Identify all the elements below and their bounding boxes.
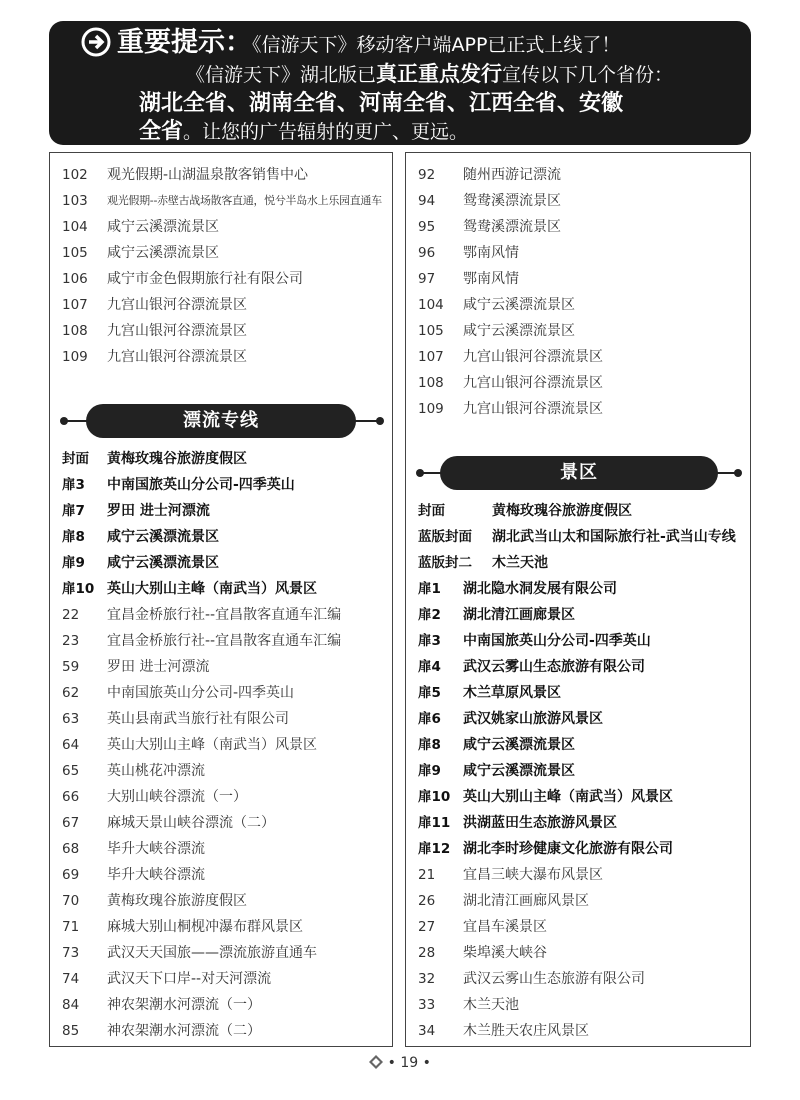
entry-name: 神农架潮水河漂流（二）: [107, 1023, 261, 1039]
entry-name: 咸宁市金色假期旅行社有限公司: [107, 271, 303, 287]
diamond-logo-icon: [369, 1055, 383, 1069]
entry-name: 宜昌金桥旅行社--宜昌散客直通车汇编: [107, 607, 342, 623]
list-item: [406, 550, 750, 576]
list-item: [50, 680, 392, 706]
page-ref: 22: [62, 607, 80, 623]
page-ref: 65: [62, 763, 80, 779]
page-footer: [0, 1055, 800, 1071]
page-ref: 扉12: [418, 841, 451, 857]
list-item: [406, 240, 750, 266]
page-ref: 94: [418, 193, 436, 209]
list-item: [406, 758, 750, 784]
page-ref: 扉1: [418, 581, 441, 597]
page-ref: 扉3: [418, 633, 441, 649]
list-item: [50, 1018, 392, 1044]
list-item: [50, 862, 392, 888]
list-item: [406, 370, 750, 396]
header-dot-right: [376, 417, 384, 425]
page-ref: 106: [62, 271, 88, 287]
page-ref: 扉4: [418, 659, 441, 675]
page-ref: 扉11: [418, 815, 451, 831]
entry-name: 观光假期--赤壁古战场散客直通，悦兮半岛水上乐园直通车: [107, 194, 382, 207]
page-ref: 105: [418, 323, 444, 339]
list-item: [50, 344, 392, 370]
entry-name: 宜昌车溪景区: [463, 919, 547, 935]
list-item: [50, 784, 392, 810]
entry-name: 咸宁云溪漂流景区: [463, 323, 575, 339]
list-item: [406, 940, 750, 966]
notice-banner: [49, 21, 751, 145]
page-ref: 扉9: [418, 763, 441, 779]
list-item: [406, 654, 750, 680]
list-item: [406, 810, 750, 836]
page-ref: 73: [62, 945, 80, 961]
list-item: [406, 784, 750, 810]
entry-name: 九宫山银河谷漂流景区: [463, 349, 603, 365]
list-item: [406, 602, 750, 628]
page-ref: 85: [62, 1023, 80, 1039]
entry-name: 鸳鸯溪漂流景区: [463, 193, 561, 209]
entry-name: 英山大别山主峰（南武当）风景区: [107, 737, 317, 753]
list-item: [50, 966, 392, 992]
entry-name: 湖北李时珍健康文化旅游有限公司: [463, 841, 673, 857]
entry-name: 九宫山银河谷漂流景区: [107, 349, 247, 365]
list-item: [50, 188, 392, 214]
list-item: [406, 524, 750, 550]
entry-name: 木兰草原风景区: [463, 685, 561, 701]
entry-name: 武汉天天国旅——漂流旅游直通车: [107, 945, 317, 961]
list-item: [406, 162, 750, 188]
entry-name: 黄梅玫瑰谷旅游度假区: [492, 503, 632, 519]
page-ref: 28: [418, 945, 436, 961]
page-ref: 27: [418, 919, 436, 935]
entry-name: 中南国旅英山分公司-四季英山: [107, 685, 295, 701]
list-item: [406, 862, 750, 888]
entry-name: 观光假期-山湖温泉散客销售中心: [107, 167, 309, 183]
page-ref: 63: [62, 711, 80, 727]
page-ref: 105: [62, 245, 88, 261]
entry-name: 木兰天池: [492, 555, 548, 571]
entry-name: 毕升大峡谷漂流: [107, 841, 205, 857]
notice-heading: 重要提示：: [117, 27, 252, 58]
entry-name: 鄂南风情: [463, 271, 519, 287]
notice-line1: 《信游天下》移动客户端APP已正式上线了！: [252, 34, 621, 56]
page-ref: 蓝版封面: [418, 529, 472, 545]
list-item: [406, 680, 750, 706]
list-item: [50, 810, 392, 836]
list-item: [50, 524, 392, 550]
page-ref: 34: [418, 1023, 436, 1039]
page-ref: 33: [418, 997, 436, 1013]
entry-name: 随州西游记漂流: [463, 167, 561, 183]
list-item: [406, 576, 750, 602]
list-item: [406, 292, 750, 318]
page-ref: 109: [418, 401, 444, 417]
list-item: [50, 836, 392, 862]
page-ref: 扉5: [418, 685, 441, 701]
entry-name: 武汉云雾山生态旅游有限公司: [463, 971, 645, 987]
entry-name: 毕升大峡谷漂流: [107, 867, 205, 883]
notice-line4-a: 全省: [139, 119, 184, 144]
list-item: [50, 446, 392, 472]
page-ref: 104: [418, 297, 444, 313]
page-ref: 64: [62, 737, 80, 753]
list-item: [50, 888, 392, 914]
entry-name: 英山大别山主峰（南武当）风景区: [107, 581, 317, 597]
header-dot-right: [734, 469, 742, 477]
page-ref: 68: [62, 841, 80, 857]
entry-name: 湖北清江画廊风景区: [463, 893, 589, 909]
list-item: [406, 888, 750, 914]
page-ref: 扉9: [62, 555, 85, 571]
page-ref: 23: [62, 633, 80, 649]
page-ref: 蓝版封二: [418, 555, 472, 571]
page-ref: 封面: [418, 503, 445, 519]
list-item: [50, 602, 392, 628]
list-item: [50, 240, 392, 266]
notice-line3: 湖北全省、湖南全省、河南全省、江西全省、安徽: [139, 91, 624, 116]
entry-name: 咸宁云溪漂流景区: [107, 219, 219, 235]
entry-name: 武汉姚家山旅游风景区: [463, 711, 603, 727]
entry-name: 柴埠溪大峡谷: [463, 945, 547, 961]
entry-name: 咸宁云溪漂流景区: [463, 763, 575, 779]
entry-name: 宜昌金桥旅行社--宜昌散客直通车汇编: [107, 633, 342, 649]
page-ref: 67: [62, 815, 80, 831]
list-item: [406, 344, 750, 370]
page-ref: 扉8: [62, 529, 85, 545]
list-item: [406, 914, 750, 940]
entry-name: 武汉云雾山生态旅游有限公司: [463, 659, 645, 675]
notice-line4-b: 。让您的广告辐射的更广、更远。: [183, 121, 469, 143]
list-item: [50, 732, 392, 758]
page-ref: 扉8: [418, 737, 441, 753]
entry-name: 罗田 进士河漂流: [107, 659, 210, 675]
entry-name: 咸宁云溪漂流景区: [107, 245, 219, 261]
entry-name: 咸宁云溪漂流景区: [463, 297, 575, 313]
list-item: [406, 836, 750, 862]
page-ref: 扉6: [418, 711, 441, 727]
list-item: [50, 628, 392, 654]
entry-name: 英山桃花冲漂流: [107, 763, 205, 779]
list-item: [50, 758, 392, 784]
entry-name: 麻城大别山桐枧冲瀑布群风景区: [107, 919, 303, 935]
entry-name: 咸宁云溪漂流景区: [463, 737, 575, 753]
list-item: [406, 214, 750, 240]
notice-line2-c: 宣传以下几个省份：: [502, 64, 674, 86]
page-ref: 扉10: [62, 581, 95, 597]
page-ref: 扉2: [418, 607, 441, 623]
list-item: [50, 214, 392, 240]
entry-name: 大别山峡谷漂流（一）: [107, 789, 247, 805]
list-item: [406, 498, 750, 524]
right-column: [405, 152, 751, 1047]
entry-name: 九宫山银河谷漂流景区: [107, 297, 247, 313]
list-item: [50, 318, 392, 344]
entry-name: 罗田 进士河漂流: [107, 503, 210, 519]
list-item: [406, 966, 750, 992]
page-ref: 32: [418, 971, 436, 987]
page-ref: 71: [62, 919, 80, 935]
entry-name: 宜昌三峡大瀑布风景区: [463, 867, 603, 883]
page-ref: 109: [62, 349, 88, 365]
entry-name: 咸宁云溪漂流景区: [107, 555, 219, 571]
page-ref: 103: [62, 193, 88, 209]
list-item: [50, 654, 392, 680]
entry-name: 鸳鸯溪漂流景区: [463, 219, 561, 235]
page-ref: 104: [62, 219, 88, 235]
list-item: [50, 706, 392, 732]
entry-name: 湖北清江画廊景区: [463, 607, 575, 623]
list-item: [50, 498, 392, 524]
entry-name: 洪湖蓝田生态旅游风景区: [463, 815, 617, 831]
entry-name: 神农架潮水河漂流（一）: [107, 997, 261, 1013]
entry-name: 武汉天下口岸--对天河漂流: [107, 971, 272, 987]
arrow-right-circle-icon: [81, 27, 111, 57]
entry-name: 木兰胜天农庄风景区: [463, 1023, 589, 1039]
page-ref: 92: [418, 167, 436, 183]
page-ref: 84: [62, 997, 80, 1013]
entry-name: 麻城天景山峡谷漂流（二）: [107, 815, 275, 831]
page-ref: 扉7: [62, 503, 85, 519]
page-ref: 108: [418, 375, 444, 391]
entry-name: 咸宁云溪漂流景区: [107, 529, 219, 545]
entry-name: 湖北武当山太和国际旅行社-武当山专线: [492, 529, 736, 545]
list-item: [406, 628, 750, 654]
page-ref: 97: [418, 271, 436, 287]
page-ref: 59: [62, 659, 80, 675]
entry-name: 黄梅玫瑰谷旅游度假区: [107, 451, 247, 467]
page-ref: 102: [62, 167, 88, 183]
page-ref: 66: [62, 789, 80, 805]
page-number: • 19 •: [387, 1055, 431, 1071]
entry-name: 英山县南武当旅行社有限公司: [107, 711, 289, 727]
entry-name: 九宫山银河谷漂流景区: [463, 375, 603, 391]
list-item: [406, 318, 750, 344]
page-ref: 107: [62, 297, 88, 313]
entry-name: 中南国旅英山分公司-四季英山: [107, 477, 295, 493]
page-ref: 95: [418, 219, 436, 235]
page-ref: 108: [62, 323, 88, 339]
list-item: [50, 266, 392, 292]
entry-name: 九宫山银河谷漂流景区: [107, 323, 247, 339]
page-ref: 74: [62, 971, 80, 987]
list-item: [50, 992, 392, 1018]
page-ref: 69: [62, 867, 80, 883]
list-item: [406, 266, 750, 292]
list-item: [406, 188, 750, 214]
entry-name: 英山大别山主峰（南武当）风景区: [463, 789, 673, 805]
list-item: [50, 576, 392, 602]
section-title: 景区: [440, 456, 718, 490]
notice-line2-b: 真正重点发行: [376, 62, 503, 86]
entry-name: 木兰天池: [463, 997, 519, 1013]
list-item: [406, 396, 750, 422]
list-item: [50, 940, 392, 966]
page-ref: 扉10: [418, 789, 451, 805]
page-ref: 96: [418, 245, 436, 261]
section-header-rafting: [60, 404, 384, 438]
page-ref: 62: [62, 685, 80, 701]
list-item: [406, 1018, 750, 1044]
list-item: [50, 162, 392, 188]
page-ref: 21: [418, 867, 436, 883]
list-item: [406, 992, 750, 1018]
notice-line2-a: 《信游天下》湖北版已: [186, 64, 377, 86]
page-ref: 扉3: [62, 477, 85, 493]
list-item: [50, 472, 392, 498]
page-ref: 107: [418, 349, 444, 365]
page-ref: 封面: [62, 451, 89, 467]
section-title: 漂流专线: [86, 404, 356, 438]
entry-name: 湖北隐水洞发展有限公司: [463, 581, 617, 597]
entry-name: 黄梅玫瑰谷旅游度假区: [107, 893, 247, 909]
entry-name: 九宫山银河谷漂流景区: [463, 401, 603, 417]
page-ref: 26: [418, 893, 436, 909]
page-ref: 70: [62, 893, 80, 909]
entry-name: 中南国旅英山分公司-四季英山: [463, 633, 651, 649]
list-item: [406, 706, 750, 732]
left-column: [49, 152, 393, 1047]
section-header-scenic: [416, 456, 742, 490]
entry-name: 鄂南风情: [463, 245, 519, 261]
list-item: [50, 550, 392, 576]
list-item: [50, 292, 392, 318]
list-item: [406, 732, 750, 758]
list-item: [50, 914, 392, 940]
